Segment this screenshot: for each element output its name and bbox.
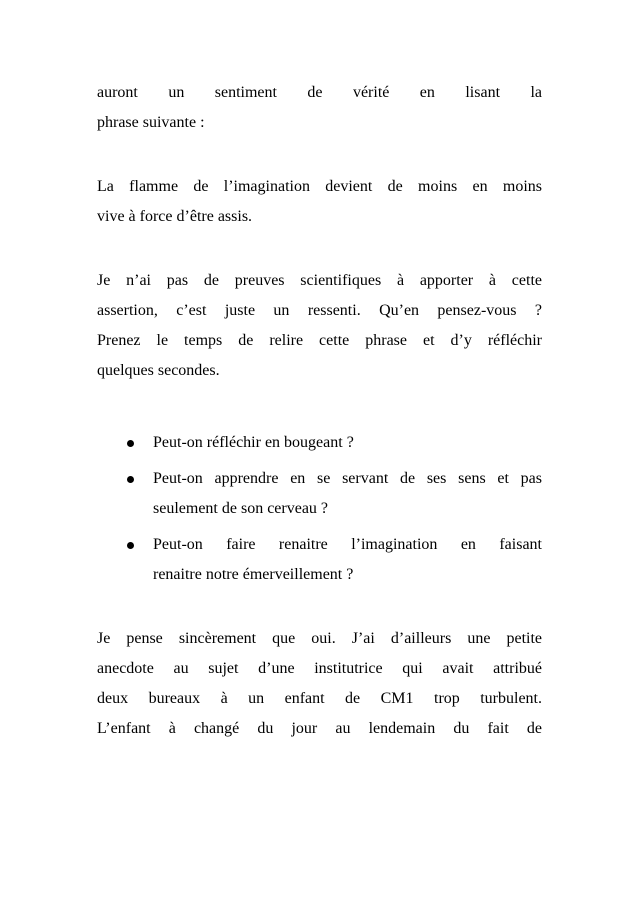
paragraph-gap bbox=[97, 386, 542, 428]
text-line: deux bureaux à un enfant de CM1 trop turbulent. bbox=[97, 690, 542, 707]
text-line: Prenez le temps de relire cette phrase et d’y réfléchir bbox=[97, 332, 542, 349]
paragraph-4 bbox=[97, 624, 542, 744]
paragraph-gap bbox=[97, 138, 542, 172]
bullet-icon bbox=[127, 476, 134, 483]
text-line: renaitre notre émerveillement ? bbox=[153, 566, 354, 583]
text-line: anecdote au sujet d’une institutrice qui avait attribué bbox=[97, 660, 542, 677]
list-item bbox=[97, 464, 542, 524]
list-item bbox=[97, 428, 542, 458]
text-line: seulement de son cerveau ? bbox=[153, 500, 329, 517]
text-line: auront un sentiment de vérité en lisant la bbox=[97, 84, 542, 101]
text-line: Peut-on réfléchir en bougeant ? bbox=[153, 434, 354, 451]
text-line: Peut-on apprendre en se servant de ses sens et pas bbox=[153, 470, 542, 487]
paragraph-2 bbox=[97, 172, 542, 232]
text-line: La flamme de l’imagination devient de moins en moins bbox=[97, 178, 542, 195]
list-item bbox=[97, 530, 542, 590]
text-line: Je pense sincèrement que oui. J’ai d’ailleurs une petite bbox=[97, 630, 542, 647]
paragraph-1 bbox=[97, 78, 542, 138]
text-line: Je n’ai pas de preuves scientifiques à apporter à cette bbox=[97, 272, 542, 289]
text-line: quelques secondes. bbox=[97, 362, 220, 379]
text-line: L’enfant à changé du jour au lendemain du fait de bbox=[97, 720, 542, 737]
text-line: vive à force d’être assis. bbox=[97, 208, 253, 225]
paragraph-3 bbox=[97, 266, 542, 386]
text-line: assertion, c’est juste un ressenti. Qu’en pensez-vous ? bbox=[97, 302, 542, 319]
paragraph-gap bbox=[97, 596, 542, 624]
bullet-icon bbox=[127, 440, 134, 447]
bullet-icon bbox=[127, 542, 134, 549]
bullet-list bbox=[97, 428, 542, 590]
paragraph-gap bbox=[97, 232, 542, 266]
text-line: phrase suivante : bbox=[97, 114, 205, 131]
document-page bbox=[97, 78, 542, 744]
text-line: Peut-on faire renaitre l’imagination en faisant bbox=[153, 536, 542, 553]
